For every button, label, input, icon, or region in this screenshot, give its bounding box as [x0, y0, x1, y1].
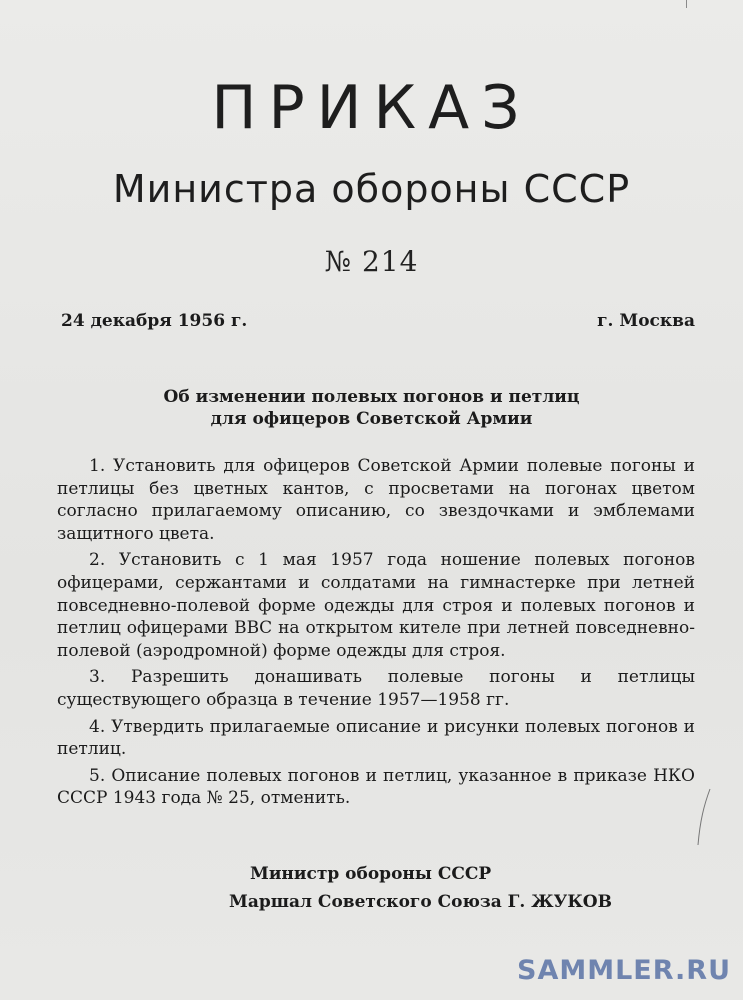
- order-body: [57, 455, 695, 814]
- paragraph-5: 5. Описание полевых погонов и петлиц, указанное в приказе НКО СССР 1943 года № 25, отменить.: [57, 765, 695, 809]
- site-watermark: SAMMLER.RU: [517, 955, 731, 986]
- pencil-mark-icon: [696, 787, 716, 847]
- order-number: № 214: [324, 245, 419, 278]
- document-subtitle: Министра обороны СССР: [112, 167, 631, 211]
- paragraph-1: 1. Установить для офицеров Советской Армии полевые погоны и петлицы без цветных кантов, с просветами на погонах цветом согласно прилагаемому описанию, со звездочками и эмблемами защитного цвета.: [57, 456, 695, 544]
- order-city: г. Москва: [597, 311, 695, 331]
- order-date: 24 декабря 1956 г.: [61, 311, 248, 331]
- order-heading: [0, 386, 743, 430]
- signature-title: Министр обороны СССР: [250, 864, 492, 884]
- paragraph-3: 3. Разрешить донашивать полевые погоны и петлицы существующего образца в течение 1957—1958 гг.: [57, 667, 695, 710]
- paragraph-2: 2. Установить с 1 мая 1957 года ношение полевых погонов офицерами, сержантами и солдатами на гимнастерке при летней повседневно-полевой форме одежды для строя и полевых погонов и петлиц офицерами ВВС на открытом кителе при летней повседневно-полевой (аэродромной) форме одежды для строя.: [57, 550, 695, 661]
- document-title: ПРИКАЗ: [211, 73, 532, 143]
- signature-name: Маршал Советского Союза Г. ЖУКОВ: [229, 892, 612, 912]
- heading-line-2: для офицеров Советской Армии: [210, 409, 533, 429]
- paragraph-4: 4. Утвердить прилагаемые описание и рисунки полевых погонов и петлиц.: [57, 716, 695, 760]
- heading-line-1: Об изменении полевых погонов и петлиц: [163, 387, 580, 407]
- margin-mark: [686, 0, 687, 8]
